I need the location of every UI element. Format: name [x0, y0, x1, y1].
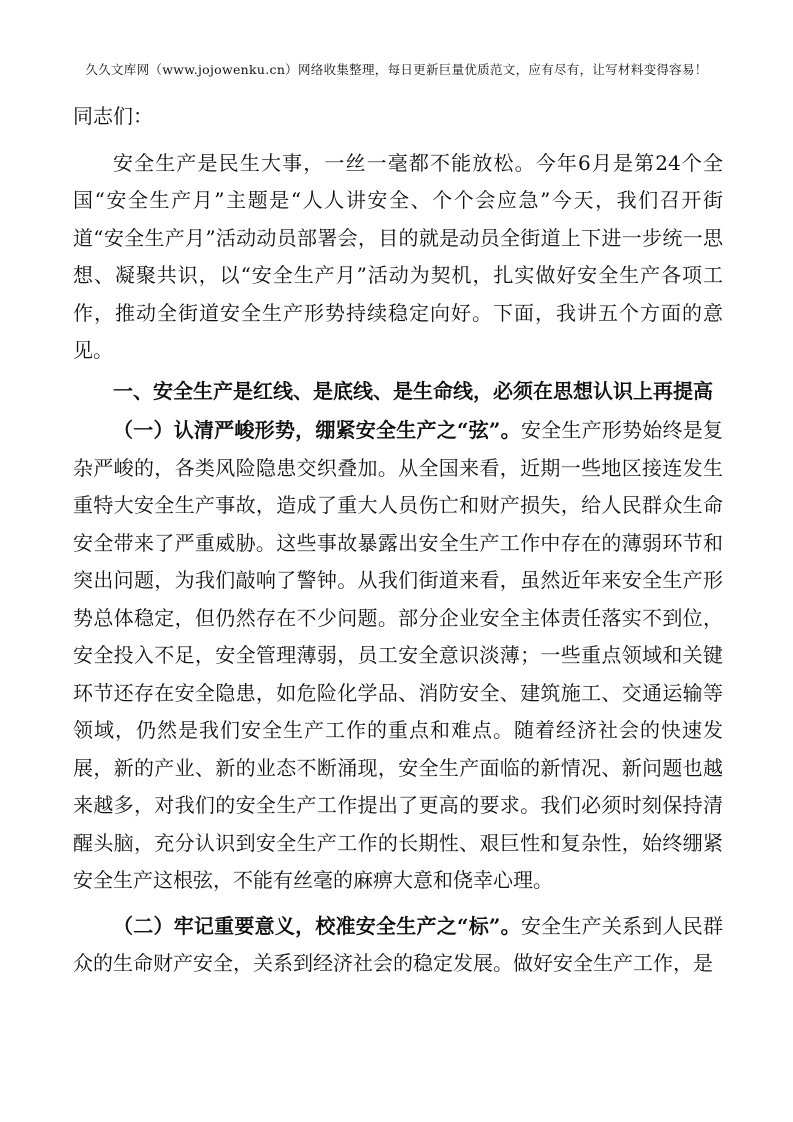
salutation: 同志们： — [73, 104, 153, 128]
document-body — [73, 98, 723, 983]
section-1-heading: 一、安全生产是红线、是底线、是生命线，必须在思想认识上再提高 — [113, 378, 713, 403]
subsection-1-text: 安全生产形势始终是复杂严峻的，各类风险隐患交织叠加。从全国来看，近期一些地区接连发生重特大安全生产事故，造成了重大人员伤亡和财产损失，给人民群众生命安全带来了严重威胁。这些事故暴露出安全生产工作中存在的薄弱环节和突出问题，为我们敲响了警钟。从我们街道来看，虽然近年来安全生产形势总体稳定，但仍然存在不少问题。部分企业安全主体责任落实不到位，安全投入不足，安全管理薄弱，员工安全意识淡薄；一些重点领域和关键环节还存在安全隐患，如危险化学品、消防安全、建筑施工、交通运输等领域，仍然是我们安全生产工作的重点和难点。随着经济社会的快速发展，新的产业、新的业态不断涌现，安全生产面临的新情况、新问题也越来越多，对我们的安全生产工作提出了更高的要求。我们必须时刻保持清醒头脑，充分认识到安全生产工作的长期性、艰巨性和复杂性，始终绷紧安全生产这根弦，不能有丝毫的麻痹大意和侥幸心理。 — [73, 418, 724, 892]
subsection-1-paragraph — [73, 412, 723, 900]
subsection-1-title: （一）认清严峻形势，绷紧安全生产之“弦”。 — [113, 418, 521, 442]
page-header-note: 久久文库网（www.jojowenku.cn）网络收集整理，每日更新巨量优质范文，应有尽有，让写材料变得容易！ — [85, 62, 708, 77]
intro-paragraph: 安全生产是民生大事，一丝一毫都不能放松。今年6月是第24个全国“安全生产月”主题是“人人讲安全、个个会应急”今天，我们召开街道“安全生产月”活动动员部署会，目的就是动员全街道上下进一步统一思想、凝聚共识，以“安全生产月”活动为契机，扎实做好安全生产各项工作，推动全街道安全生产形势持续稳定向好。下面，我讲五个方面的意见。 — [73, 150, 723, 362]
subsection-2-text: 安全生产关系到人民群众的生命财产安全，关系到经济社会的稳定发展。做好安全生产工作，是 — [73, 913, 724, 975]
subsection-2-paragraph — [73, 908, 723, 983]
subsection-2-title: （二）牢记重要意义，校准安全生产之“标”。 — [113, 913, 521, 938]
